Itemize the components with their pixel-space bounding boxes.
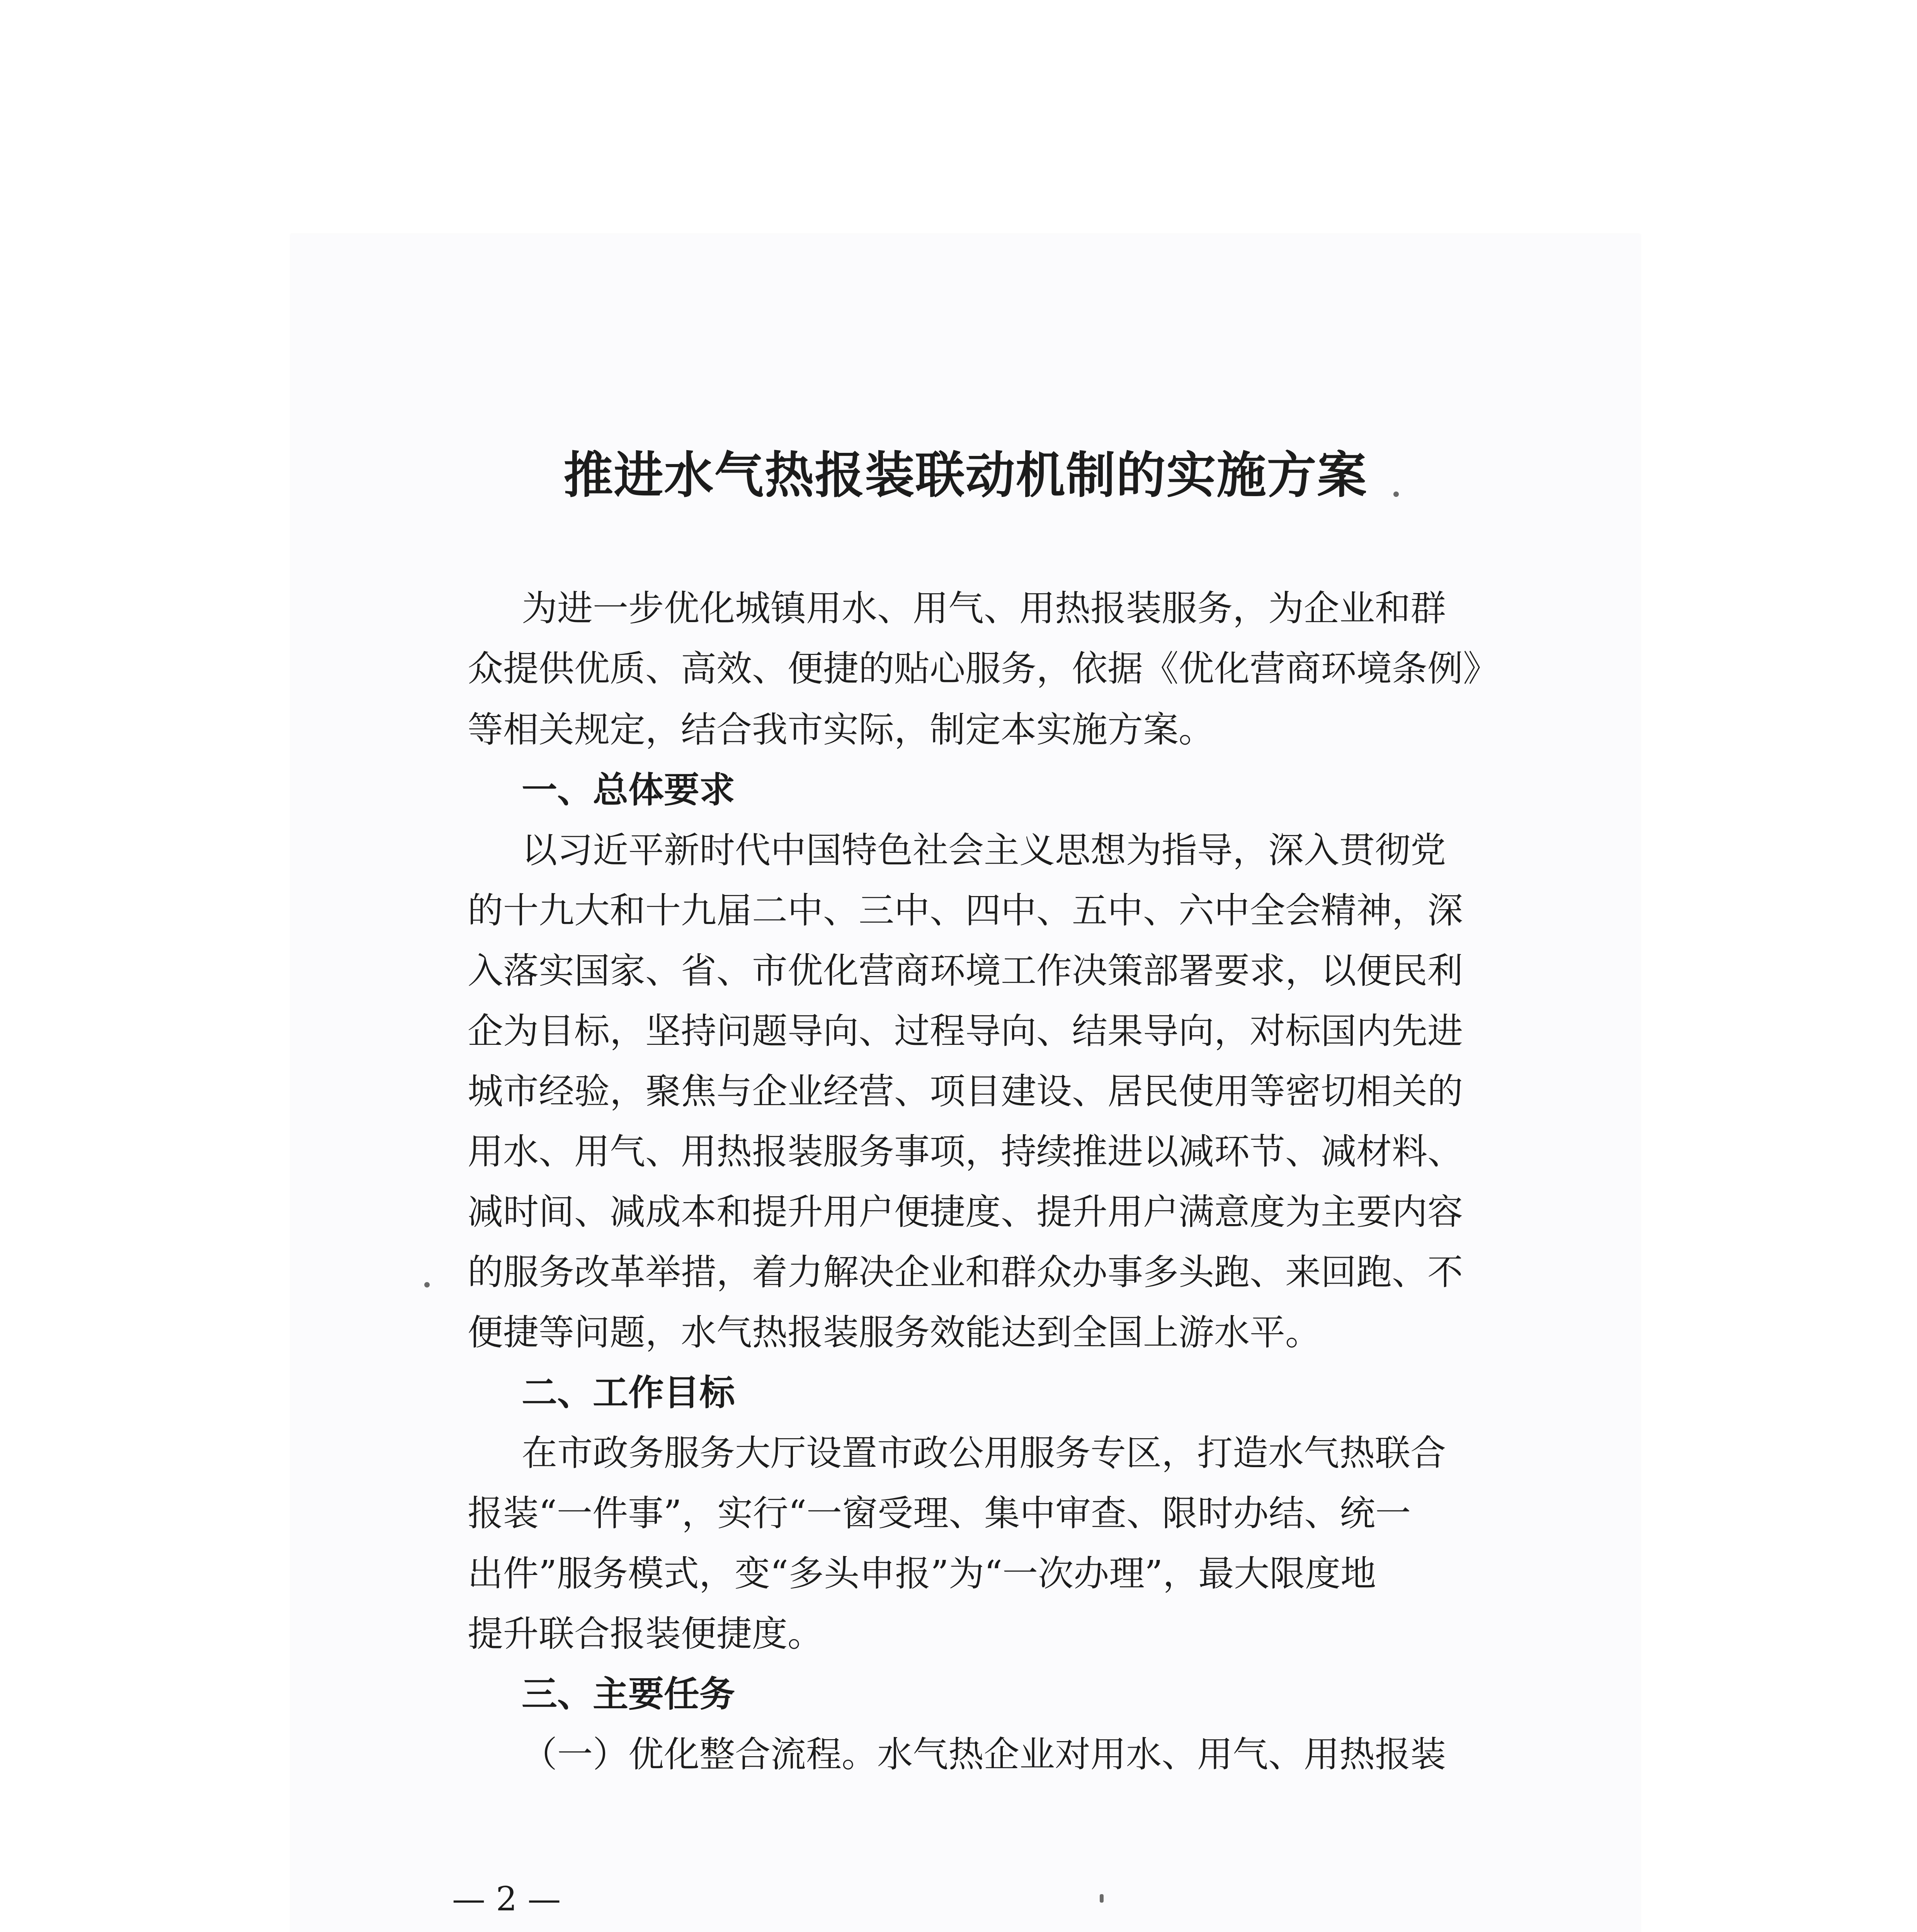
intro-line-1: 为进一步优化城镇用水、用气、用热报装服务，为企业和群 (522, 588, 1446, 629)
section-1-line-8: 的服务改革举措，着力解决企业和群众办事多头跑、来回跑、不 (468, 1252, 1463, 1293)
section-1-line-5: 城市经验，聚焦与企业经营、项目建设、居民使用等密切相关的 (468, 1071, 1463, 1112)
section-3-heading: 三、主要任务 (522, 1673, 735, 1715)
section-1-line-2: 的十九大和十九届二中、三中、四中、五中、六中全会精神，深 (468, 890, 1463, 931)
section-2-line-4: 提升联合报装便捷度。 (468, 1613, 823, 1655)
intro-line-2: 众提供优质、高效、便捷的贴心服务，依据《优化营商环境条例》 (468, 648, 1499, 689)
section-2-heading: 二、工作目标 (522, 1372, 735, 1413)
section-1-line-7: 减时间、减成本和提升用户便捷度、提升用户满意度为主要内容 (468, 1191, 1463, 1233)
section-1-line-6: 用水、用气、用热报装服务事项，持续推进以减环节、减材料、 (468, 1131, 1463, 1172)
section-3-line-1: （一）优化整合流程。水气热企业对用水、用气、用热报装 (522, 1734, 1446, 1775)
scan-speck (1393, 492, 1399, 497)
page-number: — 2 — (452, 1880, 561, 1918)
section-2-line-3: 出件”服务模式，变“多头申报”为“一次办理”，最大限度地 (468, 1553, 1376, 1594)
section-1-heading: 一、总体要求 (522, 769, 735, 811)
scan-speck (424, 1282, 430, 1287)
section-1-line-3: 入落实国家、省、市优化营商环境工作决策部署要求，以便民利 (468, 950, 1463, 992)
section-1-line-4: 企为目标，坚持问题导向、过程导向、结果导向，对标国内先进 (468, 1010, 1463, 1052)
section-2-line-1: 在市政务服务大厅设置市政公用服务专区，打造水气热联合 (522, 1432, 1446, 1474)
section-1-line-9: 便捷等问题，水气热报装服务效能达到全国上游水平。 (468, 1312, 1321, 1353)
intro-line-3: 等相关规定，结合我市实际，制定本实施方案。 (468, 709, 1214, 750)
document-title: 推进水气热报装联动机制的实施方案 (563, 446, 1368, 504)
scan-speck (1100, 1894, 1104, 1903)
section-1-line-1: 以习近平新时代中国特色社会主义思想为指导，深入贯彻党 (522, 830, 1446, 871)
section-2-line-2: 报装“一件事”，实行“一窗受理、集中审查、限时办结、统一 (468, 1493, 1411, 1534)
